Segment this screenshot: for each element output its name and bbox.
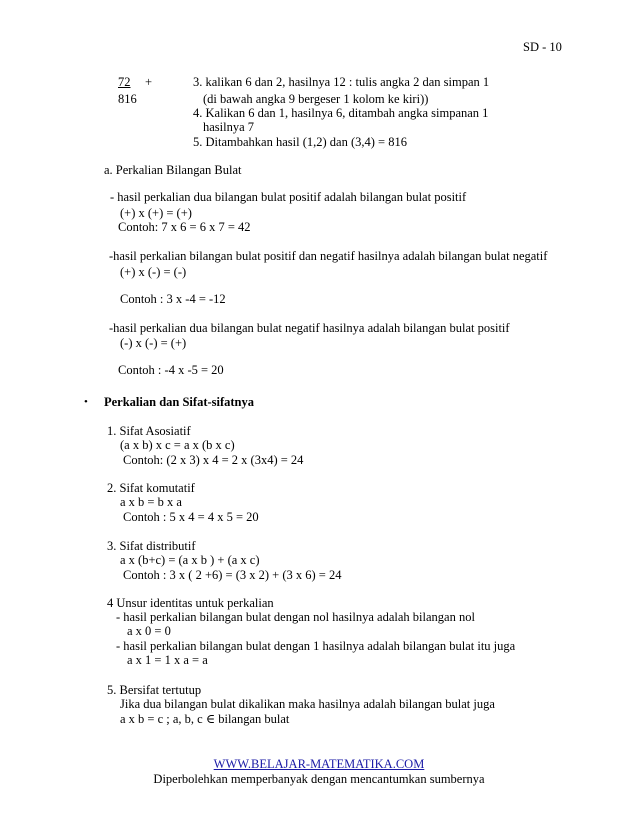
example-text: Contoh : 3 x -4 = -12: [120, 292, 226, 306]
calc-plus-sign: +: [145, 75, 153, 89]
rule-text: - hasil perkalian bilangan bulat dengan 1 hasilnya adalah bilangan bulat itu juga: [116, 639, 516, 653]
rule-text: -hasil perkalian bilangan bulat positif dan negatif hasilnya adalah bilangan bulat negatif: [109, 249, 548, 263]
example-text: Contoh: 7 x 6 = 6 x 7 = 42: [118, 220, 251, 234]
property-title: 5. Bersifat tertutup: [107, 683, 202, 697]
property-example: Contoh : 3 x ( 2 +6) = (3 x 2) + (3 x 6) = 24: [123, 568, 342, 582]
calc-step: hasilnya 7: [203, 120, 255, 134]
footer-note: Diperbolehkan memperbanyak dengan mencantumkan sumbernya: [153, 772, 485, 786]
property-formula: a x b = c ; a, b, c ∈ bilangan bulat: [120, 712, 290, 726]
calc-step: 4. Kalikan 6 dan 1, hasilnya 6, ditambah angka simpanan 1: [193, 106, 489, 120]
sign-rule: (+) x (-) = (-): [120, 265, 187, 279]
property-example: Contoh : 5 x 4 = 4 x 5 = 20: [123, 510, 259, 524]
sign-rule: (-) x (-) = (+): [120, 336, 187, 350]
section-title: Perkalian dan Sifat-sifatnya: [104, 395, 255, 409]
property-title: 2. Sifat komutatif: [107, 481, 195, 495]
rule-text: Jika dua bilangan bulat dikalikan maka hasilnya adalah bilangan bulat juga: [120, 697, 495, 711]
sign-rule: (+) x (+) = (+): [120, 206, 192, 220]
property-formula: a x 1 = 1 x a = a: [127, 653, 208, 667]
property-example: Contoh: (2 x 3) x 4 = 2 x (3x4) = 24: [123, 453, 304, 467]
section-title: a. Perkalian Bilangan Bulat: [104, 163, 242, 177]
website-link[interactable]: WWW.BELAJAR-MATEMATIKA.COM: [213, 757, 425, 771]
property-title: 3. Sifat distributif: [107, 539, 196, 553]
calc-step: (di bawah angka 9 bergeser 1 kolom ke kiri)): [203, 92, 429, 106]
calc-result: 816: [118, 92, 137, 106]
calc-operand: 72: [118, 75, 131, 89]
bullet-icon: •: [84, 396, 88, 408]
rule-text: - hasil perkalian dua bilangan bulat positif adalah bilangan bulat positif: [110, 190, 467, 204]
rule-text: -hasil perkalian dua bilangan bulat negatif hasilnya adalah bilangan bulat positif: [109, 321, 510, 335]
rule-text: - hasil perkalian bilangan bulat dengan nol hasilnya adalah bilangan nol: [116, 610, 475, 624]
property-formula: a x (b+c) = (a x b ) + (a x c): [120, 553, 260, 567]
calc-step: 5. Ditambahkan hasil (1,2) dan (3,4) = 816: [193, 135, 407, 149]
property-title: 1. Sifat Asosiatif: [107, 424, 191, 438]
calc-step: 3. kalikan 6 dan 2, hasilnya 12 : tulis angka 2 dan simpan 1: [193, 75, 490, 89]
property-formula: a x b = b x a: [120, 495, 182, 509]
page-number-label: SD - 10: [523, 40, 562, 54]
example-text: Contoh : -4 x -5 = 20: [118, 363, 224, 377]
property-title: 4 Unsur identitas untuk perkalian: [107, 596, 274, 610]
property-formula: (a x b) x c = a x (b x c): [120, 438, 235, 452]
property-formula: a x 0 = 0: [127, 624, 171, 638]
